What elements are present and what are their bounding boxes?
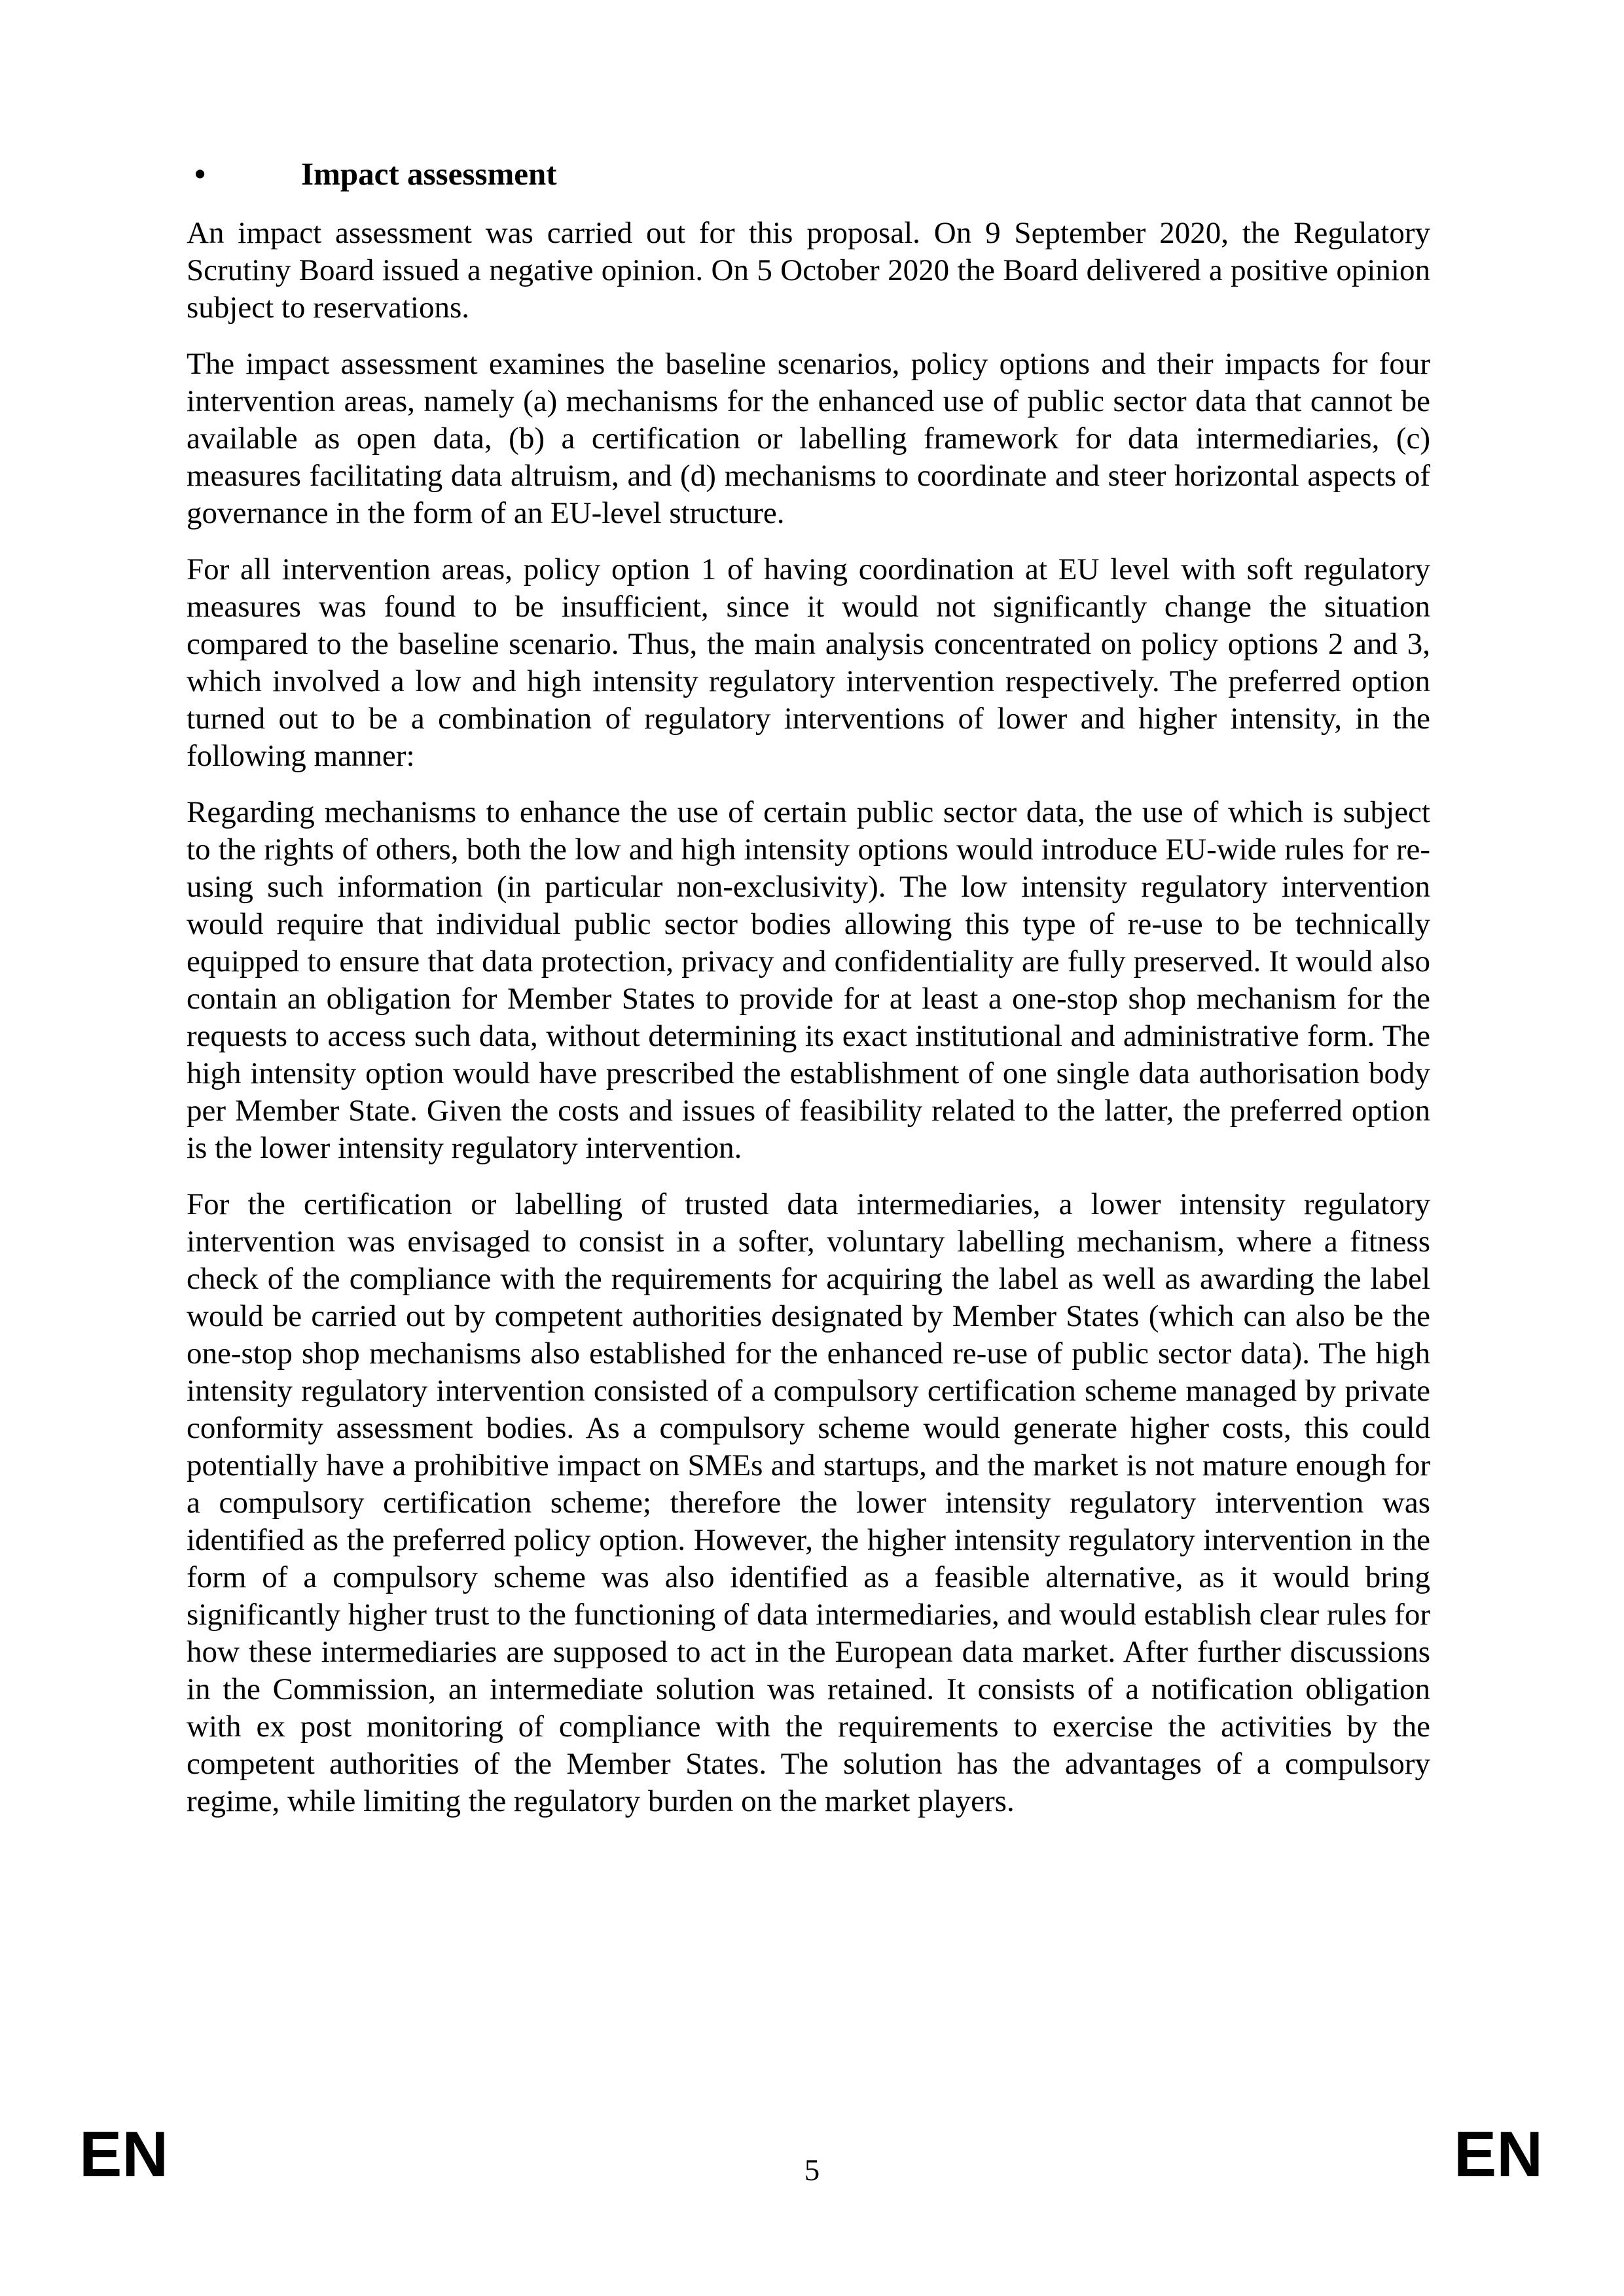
paragraph-impact-assessment-opinions: An impact assessment was carried out for this proposal. On 9 September 2020, the Regulatory Scrutiny Board issued a negative opinion. On 5 October 2020 the Board delivered a positive opinion subject to reservations.: [187, 216, 1430, 325]
paragraph-intervention-areas: The impact assessment examines the baseline scenarios, policy options and their impacts for four intervention areas, namely (a) mechanisms for the enhanced use of public sector data that cannot be available as open data, (b) a certification or labelling framework for data intermediaries, (c) measures facilitating data altruism, and (d) mechanisms to coordinate and steer horizontal aspects of governance in the form of an EU-level structure.: [187, 347, 1430, 530]
paragraph-public-sector-data-mechanisms: Regarding mechanisms to enhance the use of certain public sector data, the use of which is subject to the rights of others, both the low and high intensity options would introduce EU-wide rules for re-using such information (in particular non-exclusivity). The low intensity regulatory intervention would require that individual public sector bodies allowing this type of re-use to be technically equipped to ensure that data protection, privacy and confidentiality are fully preserved. It would also contain an obligation for Member States to provide for at least a one-stop shop mechanism for the requests to access such data, without determining its exact institutional and administrative form. The high intensity option would have prescribed the establishment of one single data authorisation body per Member State. Given the costs and issues of feasibility related to the latter, the preferred option is the lower intensity regulatory intervention.: [187, 795, 1430, 1165]
section-heading: [187, 155, 1430, 192]
footer-language-code-right: EN: [1453, 2118, 1543, 2190]
section-heading-label: Impact assessment: [301, 156, 557, 192]
paragraph-policy-options: For all intervention areas, policy option 1 of having coordination at EU level with soft regulatory measures was found to be insufficient, since it would not significantly change the situation compared to the baseline scenario. Thus, the main analysis concentrated on policy options 2 and 3, which involved a low and high intensity regulatory intervention respectively. The preferred option turned out to be a combination of regulatory interventions of lower and higher intensity, in the following manner:: [187, 552, 1430, 773]
paragraph-certification-labelling: For the certification or labelling of trusted data intermediaries, a lower intensity regulatory intervention was envisaged to consist in a softer, voluntary labelling mechanism, where a fitness check of the compliance with the requirements for acquiring the label as well as awarding the label would be carried out by competent authorities designated by Member States (which can also be the one-stop shop mechanisms also established for the enhanced re-use of public sector data). The high intensity regulatory intervention consisted of a compulsory certification scheme managed by private conformity assessment bodies. As a compulsory scheme would generate higher costs, this could potentially have a prohibitive impact on SMEs and startups, and the market is not mature enough for a compulsory certification scheme; therefore the lower intensity regulatory intervention was identified as the preferred policy option. However, the higher intensity regulatory intervention in the form of a compulsory scheme was also identified as a feasible alternative, as it would bring significantly higher trust to the functioning of data intermediaries, and would establish clear rules for how these intermediaries are supposed to act in the European data market. After further discussions in the Commission, an intermediate solution was retained. It consists of a notification obligation with ex post monitoring of compliance with the requirements to exercise the activities by the competent authorities of the Member States. The solution has the advantages of a compulsory regime, while limiting the regulatory burden on the market players.: [187, 1187, 1430, 1818]
footer-language-code-left: EN: [79, 2118, 169, 2190]
bullet-marker: •: [194, 156, 206, 192]
page-content: [187, 155, 1430, 1820]
page-number: 5: [804, 2153, 820, 2187]
